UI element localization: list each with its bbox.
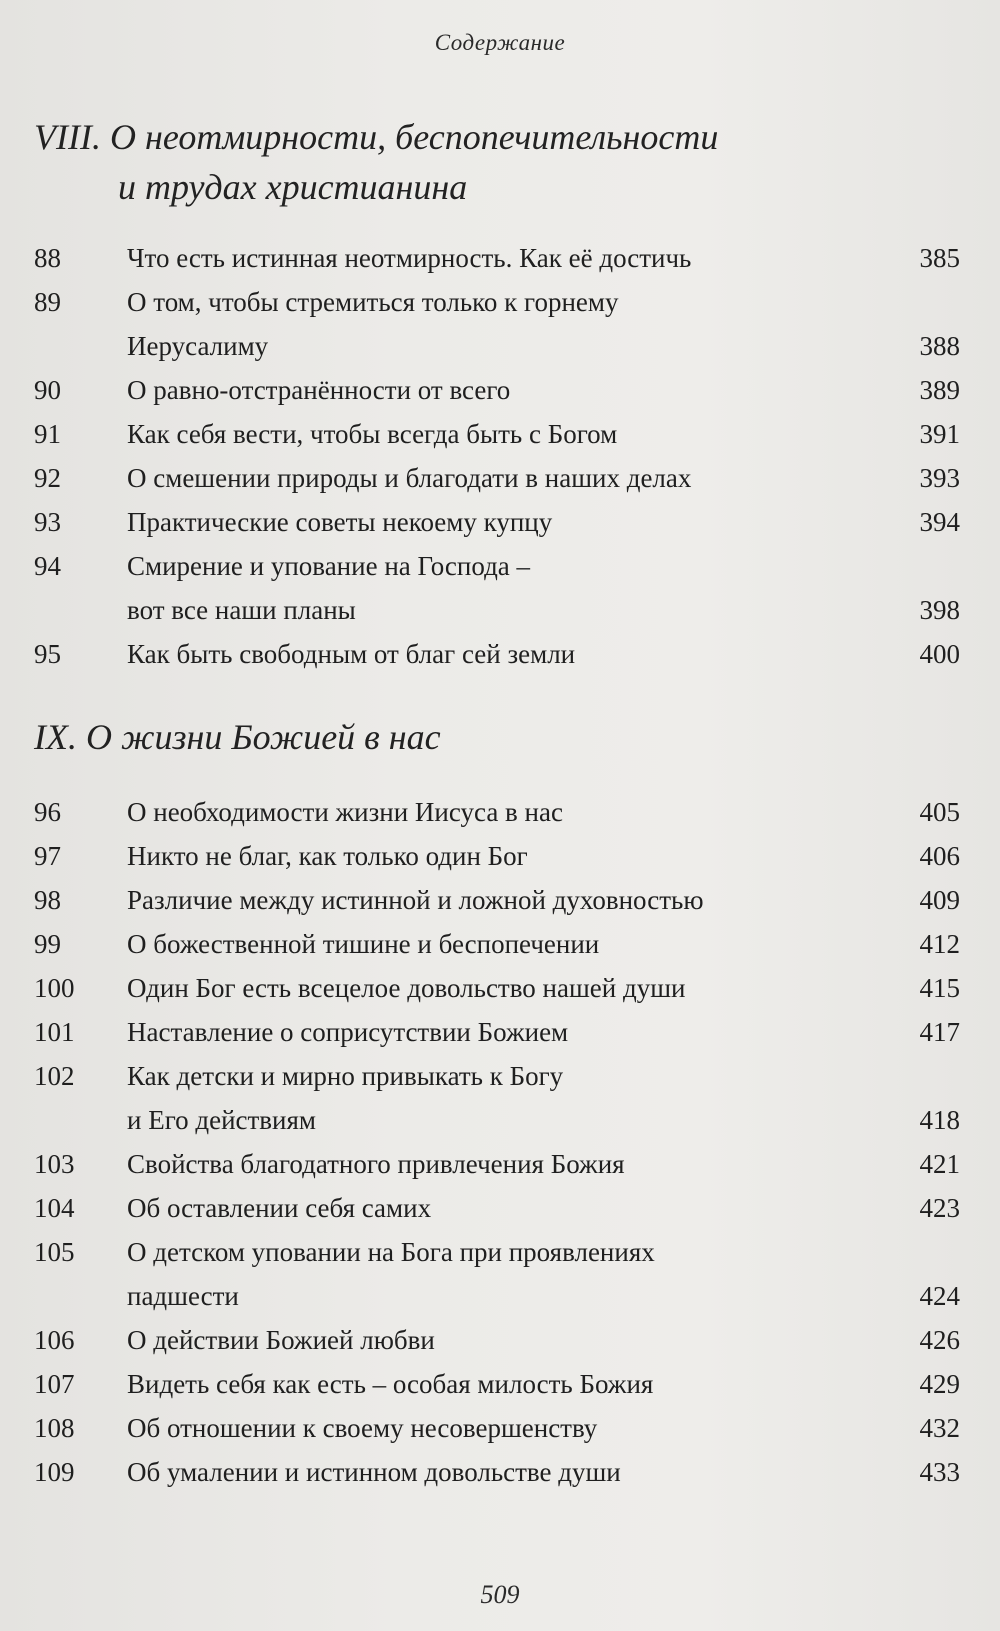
entry-number: 88 bbox=[34, 243, 61, 273]
entry-page: 391 bbox=[919, 419, 960, 449]
toc-entry bbox=[0, 1017, 1000, 1061]
entry-title: Практические советы некоему купцу bbox=[127, 507, 553, 537]
entry-title: О действии Божией любви bbox=[127, 1325, 435, 1355]
entry-title: Один Бог есть всецелое довольство нашей души bbox=[127, 973, 686, 1003]
toc-entry bbox=[0, 639, 1000, 683]
entry-number: 96 bbox=[34, 797, 61, 827]
entry-title: Как себя вести, чтобы всегда быть с Богом bbox=[127, 419, 618, 449]
entry-number: 103 bbox=[34, 1149, 75, 1179]
entry-title: и Его действиям bbox=[127, 1105, 316, 1135]
entry-number: 92 bbox=[34, 463, 61, 493]
page-number: 509 bbox=[480, 1580, 520, 1609]
toc-entry bbox=[0, 885, 1000, 929]
toc-entry bbox=[0, 1413, 1000, 1457]
entry-page: 389 bbox=[919, 375, 960, 405]
entry-page: 421 bbox=[919, 1149, 960, 1179]
entry-page: 385 bbox=[919, 243, 960, 273]
entry-number: 105 bbox=[34, 1237, 75, 1267]
entry-page: 417 bbox=[919, 1017, 960, 1047]
toc-entry bbox=[0, 929, 1000, 973]
entry-number: 97 bbox=[34, 841, 61, 871]
toc-entry bbox=[0, 1325, 1000, 1369]
entry-title: Смирение и упование на Господа – bbox=[127, 551, 531, 581]
entry-title: Об отношении к своему несовершенству bbox=[127, 1413, 598, 1443]
entry-title: О том, чтобы стремиться только к горнему bbox=[127, 287, 619, 317]
entry-number: 104 bbox=[34, 1193, 75, 1223]
entry-number: 89 bbox=[34, 287, 61, 317]
entry-number: 91 bbox=[34, 419, 61, 449]
entry-title: Наставление о соприсутствии Божием bbox=[127, 1017, 569, 1047]
entry-number: 98 bbox=[34, 885, 61, 915]
toc-entry bbox=[0, 841, 1000, 885]
entry-page: 394 bbox=[919, 507, 960, 537]
toc-entry bbox=[0, 287, 1000, 331]
toc-entry bbox=[0, 1281, 1000, 1325]
toc-entry bbox=[0, 1457, 1000, 1501]
toc-entry bbox=[0, 1369, 1000, 1413]
entry-title: вот все наши планы bbox=[127, 595, 356, 625]
entry-page: 409 bbox=[919, 885, 960, 915]
entry-title: падшести bbox=[127, 1281, 239, 1311]
entry-number: 109 bbox=[34, 1457, 75, 1487]
toc-entry bbox=[0, 595, 1000, 639]
entry-number: 106 bbox=[34, 1325, 75, 1355]
toc-entry bbox=[0, 797, 1000, 841]
entry-number: 99 bbox=[34, 929, 61, 959]
entry-title: Никто не благ, как только один Бог bbox=[127, 841, 528, 871]
toc-entry bbox=[0, 1061, 1000, 1105]
entry-number: 108 bbox=[34, 1413, 75, 1443]
section-title-line2: и трудах христианина bbox=[118, 167, 468, 207]
toc-entry bbox=[0, 375, 1000, 419]
entry-number: 95 bbox=[34, 639, 61, 669]
entry-title: Иерусалиму bbox=[127, 331, 269, 361]
entry-title: Различие между истинной и ложной духовностью bbox=[127, 885, 704, 915]
entry-number: 107 bbox=[34, 1369, 75, 1399]
entry-title: Видеть себя как есть – особая милость Божия bbox=[127, 1369, 654, 1399]
entry-title: О детском уповании на Бога при проявлениях bbox=[127, 1237, 655, 1267]
entry-title: О смешении природы и благодати в наших делах bbox=[127, 463, 692, 493]
entry-number: 102 bbox=[34, 1061, 75, 1091]
toc-entry bbox=[0, 331, 1000, 375]
entry-page: 418 bbox=[919, 1105, 960, 1135]
toc-entry bbox=[0, 419, 1000, 463]
running-header: Содержание bbox=[434, 30, 566, 55]
toc-entry bbox=[0, 507, 1000, 551]
entry-page: 388 bbox=[919, 331, 960, 361]
toc-entry bbox=[0, 973, 1000, 1017]
section-title-line1: IX. О жизни Божией в нас bbox=[34, 717, 441, 757]
toc-entry bbox=[0, 1149, 1000, 1193]
entry-page: 429 bbox=[919, 1369, 960, 1399]
entry-title: Что есть истинная неотмирность. Как её достичь bbox=[127, 243, 692, 273]
section-title-ix bbox=[34, 712, 441, 762]
entry-page: 432 bbox=[919, 1413, 960, 1443]
entry-page: 423 bbox=[919, 1193, 960, 1223]
entry-page: 433 bbox=[919, 1457, 960, 1487]
entry-number: 94 bbox=[34, 551, 61, 581]
toc-entry bbox=[0, 1105, 1000, 1149]
section-title-viii bbox=[34, 112, 718, 212]
entry-number: 101 bbox=[34, 1017, 75, 1047]
entry-page: 415 bbox=[919, 973, 960, 1003]
entry-number: 90 bbox=[34, 375, 61, 405]
entry-number: 93 bbox=[34, 507, 61, 537]
entry-title: О необходимости жизни Иисуса в нас bbox=[127, 797, 563, 827]
entry-page: 393 bbox=[919, 463, 960, 493]
entry-page: 424 bbox=[919, 1281, 960, 1311]
entry-number: 100 bbox=[34, 973, 75, 1003]
entry-title: Как детски и мирно привыкать к Богу bbox=[127, 1061, 564, 1091]
toc-entries-viii bbox=[0, 243, 1000, 683]
entry-page: 400 bbox=[919, 639, 960, 669]
toc-entries-ix bbox=[0, 797, 1000, 1501]
toc-entry bbox=[0, 243, 1000, 287]
entry-page: 406 bbox=[919, 841, 960, 871]
entry-page: 398 bbox=[919, 595, 960, 625]
entry-page: 405 bbox=[919, 797, 960, 827]
entry-title: Как быть свободным от благ сей земли bbox=[127, 639, 576, 669]
entry-title: Свойства благодатного привлечения Божия bbox=[127, 1149, 625, 1179]
entry-title: Об умалении и истинном довольстве души bbox=[127, 1457, 621, 1487]
entry-title: О божественной тишине и беспопечении bbox=[127, 929, 600, 959]
section-title-line1: VIII. О неотмирности, беспопечительности bbox=[34, 117, 719, 157]
entry-title: Об оставлении себя самих bbox=[127, 1193, 432, 1223]
entry-page: 426 bbox=[919, 1325, 960, 1355]
toc-entry bbox=[0, 463, 1000, 507]
toc-entry bbox=[0, 1193, 1000, 1237]
entry-title: О равно-отстранённости от всего bbox=[127, 375, 511, 405]
toc-entry bbox=[0, 551, 1000, 595]
entry-page: 412 bbox=[919, 929, 960, 959]
toc-entry bbox=[0, 1237, 1000, 1281]
